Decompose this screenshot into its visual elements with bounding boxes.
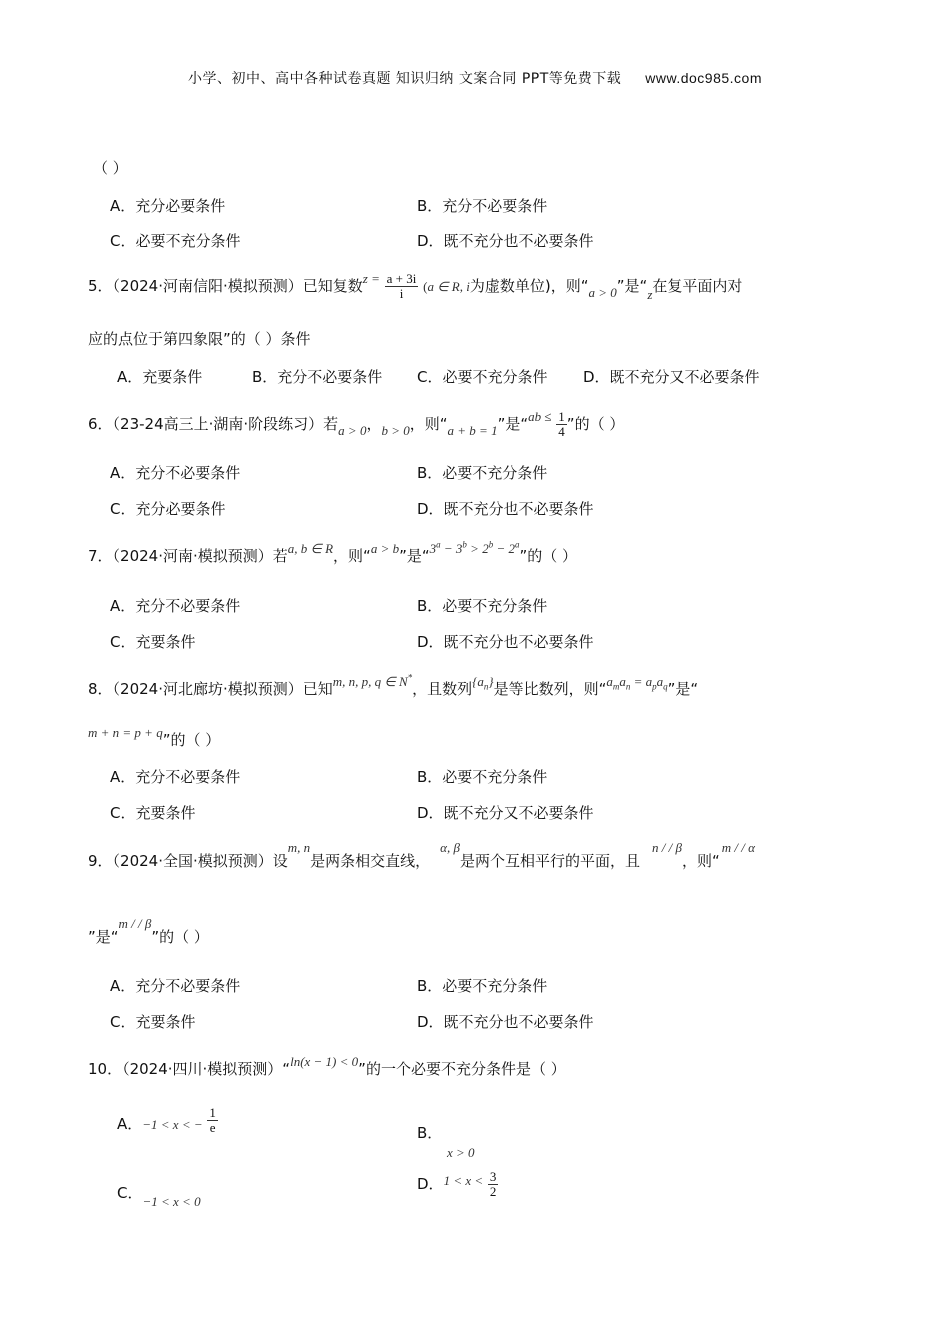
page-header <box>0 68 950 88</box>
q7-option-c: C．充要条件 <box>110 633 196 651</box>
q9-source: （2024·全国·模拟预测）设 <box>112 852 288 870</box>
q5-frac-den: i <box>399 286 404 301</box>
q8-m2-close: } <box>488 674 494 689</box>
q10-c-math: −1 < x < 0 <box>142 1194 201 1209</box>
q4-option-d: D．既不充分也不必要条件 <box>417 232 594 250</box>
q7-m2: a > b <box>370 541 400 556</box>
q4-stem-tail: （ ） <box>93 159 128 177</box>
q6-source: （23-24高三上·湖南·阶段练习）若 <box>112 415 339 433</box>
q8-stem-line2 <box>88 725 221 750</box>
q4-option-b: B．充分不必要条件 <box>417 197 548 215</box>
q6-t2: ”是“ <box>497 415 529 433</box>
q9-stem <box>88 840 755 871</box>
header-url: www.doc985.com <box>645 70 762 86</box>
q10-d-fraction <box>488 1170 499 1199</box>
q5-option-d: D．既不充分又不必要条件 <box>583 368 760 386</box>
q9-line2-t1: ”是“ <box>88 928 119 946</box>
q5-z-eq: z = <box>362 271 380 286</box>
header-text: 小学、初中、高中各种试卷真题 知识归纳 文案合同 PPT等免费下载 <box>187 71 622 87</box>
q9-m4: m / / α <box>721 840 755 855</box>
q7-m3c-sup: b <box>488 539 494 550</box>
q7-m3b: − 3 <box>440 541 463 556</box>
q8-m1-sup: * <box>407 672 413 683</box>
q10-a-math: −1 < x < − <box>142 1117 203 1132</box>
q5-a-gt-0: a > 0 <box>588 285 617 300</box>
q8-m1-text: m, n, p, q ∈ N <box>332 674 408 689</box>
q6-number: 6． <box>88 415 113 433</box>
q10-m1: ln(x − 1) < 0 <box>290 1054 359 1069</box>
q6-t1: ，则“ <box>409 415 448 433</box>
q8-m3-sub4: q <box>663 681 668 692</box>
q10-d-math: 1 < x < <box>443 1173 484 1188</box>
q9-t3: ，则“ <box>681 852 720 870</box>
q9-option-d: D．既不充分也不必要条件 <box>417 1013 594 1031</box>
q8-m1 <box>333 674 412 689</box>
q8-m3-sub2: n <box>625 681 631 692</box>
q6-m3: a + b = 1 <box>447 423 498 438</box>
q7-m3d-sup: a <box>514 539 520 550</box>
q5-fraction <box>385 272 419 301</box>
q8-t2: 是等比数列，则“ <box>493 680 607 698</box>
q6-frac-num: 1 <box>558 409 565 424</box>
q7-t3: ”的（ ） <box>519 547 578 565</box>
q10-b-math: x > 0 <box>447 1145 475 1160</box>
q6-m2: b > 0 <box>381 423 410 438</box>
q8-number: 8． <box>88 680 113 698</box>
q7-m1: a, b ∈ R <box>287 541 334 556</box>
q7-option-b: B．必要不充分条件 <box>417 597 548 615</box>
q10-a-frac-den: e <box>209 1120 216 1135</box>
q9-line2-t2: ”的（ ） <box>151 928 209 946</box>
q7-m3a-sup: a <box>436 539 441 550</box>
q5-stem-line2: 应的点位于第四象限”的（ ）条件 <box>88 330 311 348</box>
q7-number: 7． <box>88 547 113 565</box>
q9-m1: m, n <box>287 840 311 855</box>
q10-t1: ”的一个必要不充分条件是（ ） <box>358 1060 566 1078</box>
q10-option-d <box>417 1170 498 1199</box>
q5-option-a: A．充要条件 <box>117 368 203 386</box>
q10-a-frac-num: 1 <box>209 1105 216 1120</box>
q9-option-b: B．必要不充分条件 <box>417 977 548 995</box>
q8-option-c: C．充要条件 <box>110 804 196 822</box>
q5-option-b: B．充分不必要条件 <box>252 368 383 386</box>
q8-line2-math: m + n = p + q <box>88 725 163 740</box>
q7-source: （2024·河南·模拟预测）若 <box>112 547 288 565</box>
q9-stem-line2 <box>88 916 209 947</box>
q8-m2-sub: n <box>483 681 489 692</box>
q10-stem <box>88 1054 566 1079</box>
q7-m3 <box>430 541 520 556</box>
q7-stem <box>88 539 578 566</box>
q6-option-a: A．充分不必要条件 <box>110 464 241 482</box>
q8-t1: ，且数列 <box>412 680 473 698</box>
q5-mid: ”是“ <box>616 277 648 295</box>
q5-stem <box>88 272 742 301</box>
q8-m3-sub1: m <box>612 681 620 692</box>
q9-option-a: A．充分不必要条件 <box>110 977 241 995</box>
q9-number: 9． <box>88 852 113 870</box>
q9-t2: 是两个互相平行的平面，且 <box>459 852 640 870</box>
q8-m3 <box>606 674 668 692</box>
q8-option-b: B．必要不充分条件 <box>417 768 548 786</box>
q10-a-label: A． <box>117 1115 143 1133</box>
q8-m3-sub3: p <box>652 681 657 692</box>
q6-option-c: C．充分必要条件 <box>110 500 226 518</box>
q7-m3d: − 2 <box>493 541 515 556</box>
q6-option-d: D．既不充分也不必要条件 <box>417 500 594 518</box>
q10-source: （2024·四川·模拟预测）“ <box>122 1060 291 1078</box>
q8-t3: ”是“ <box>667 680 699 698</box>
q5-tail1: 在复平面内对 <box>652 277 743 295</box>
q6-m1: a > 0 <box>338 423 367 438</box>
q10-c-label: C． <box>117 1184 143 1202</box>
q10-d-label: D． <box>417 1175 444 1193</box>
q8-source: （2024·河北廊坊·模拟预测）已知 <box>112 680 333 698</box>
q7-option-a: A．充分不必要条件 <box>110 597 241 615</box>
q5-cond-math: a ∈ R, i <box>427 279 470 294</box>
q9-option-c: C．充要条件 <box>110 1013 196 1031</box>
q7-m3b-sup: b <box>462 539 467 550</box>
q7-m3a: 3 <box>429 541 437 556</box>
q5-frac-num: a + 3i <box>386 271 417 286</box>
q6-m4: ab ≤ <box>528 409 552 424</box>
q10-d-frac-num: 3 <box>489 1169 497 1184</box>
q8-m2-text: {a <box>472 674 484 689</box>
q4-option-c: C．必要不充分条件 <box>110 232 241 250</box>
q6-sep: ， <box>366 415 382 433</box>
q7-option-d: D．既不充分也不必要条件 <box>417 633 594 651</box>
q6-frac-den: 4 <box>558 424 565 439</box>
q5-cond-open: ( <box>423 279 428 294</box>
q10-number: 10． <box>88 1060 123 1078</box>
q5-option-c: C．必要不充分条件 <box>417 368 548 386</box>
q9-line2-math: m / / β <box>118 916 152 931</box>
q5-number: 5． <box>88 277 113 295</box>
q7-t2: ”是“ <box>399 547 430 565</box>
q7-t1: ，则“ <box>333 547 371 565</box>
q6-stem <box>88 410 624 439</box>
q6-fraction <box>556 410 567 439</box>
q8-line2-text: ”的（ ） <box>162 731 221 749</box>
q10-d-frac-den: 2 <box>489 1184 497 1199</box>
q8-m3a: a <box>606 674 613 689</box>
q10-option-a <box>117 1105 218 1139</box>
q5-z: z <box>647 287 653 302</box>
q7-m3c: > 2 <box>466 541 489 556</box>
q8-m3c: = a <box>630 674 653 689</box>
q5-cond-text: 为虚数单位)，则“ <box>469 277 589 295</box>
q5-source: （2024·河南信阳·模拟预测）已知复数 <box>112 277 363 295</box>
q10-option-b <box>417 1122 475 1161</box>
q9-t1: 是两条相交直线， <box>310 852 431 870</box>
q8-m2 <box>472 674 494 692</box>
q8-m3d: a <box>656 674 664 689</box>
q6-option-b: B．必要不充分条件 <box>417 464 548 482</box>
q8-option-d: D．既不充分又不必要条件 <box>417 804 594 822</box>
q9-m2: α, β <box>440 840 460 855</box>
q10-a-fraction <box>207 1106 218 1135</box>
q6-t3: ”的（ ） <box>566 415 625 433</box>
q8-stem <box>88 672 699 700</box>
q8-option-a: A．充分不必要条件 <box>110 768 241 786</box>
q4-option-a: A．充分必要条件 <box>110 197 226 215</box>
q10-b-label: B． <box>417 1124 443 1142</box>
q9-m3: n / / β <box>652 840 682 855</box>
q8-m3b: a <box>619 674 626 689</box>
q10-option-c <box>117 1182 201 1209</box>
